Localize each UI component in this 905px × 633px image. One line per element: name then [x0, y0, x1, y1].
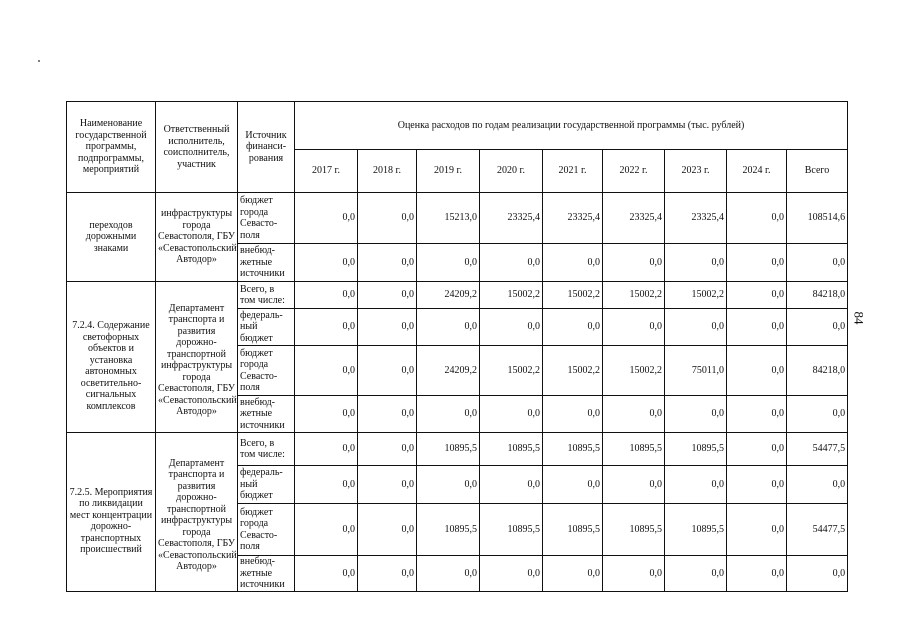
year-value: 0,0: [480, 556, 543, 592]
year-value: 0,0: [665, 309, 727, 346]
year-value: 0,0: [358, 504, 417, 556]
year-value: 24209,2: [417, 346, 480, 396]
year-value: 0,0: [665, 396, 727, 433]
year-value: 0,0: [417, 244, 480, 282]
expense-table: [66, 101, 848, 592]
header-total: Всего: [787, 150, 848, 193]
total-value: 54477,5: [787, 504, 848, 556]
header-year: 2024 г.: [727, 150, 787, 193]
year-value: 0,0: [727, 346, 787, 396]
measure-name: 7.2.4. Содержание светофорных объектов и установка автономных осветительно-сигнальных комплексов: [67, 282, 156, 433]
year-value: 0,0: [543, 466, 603, 504]
total-value: 0,0: [787, 556, 848, 592]
funding-source: бюджет города Севасто-поля: [238, 504, 295, 556]
year-value: 0,0: [727, 309, 787, 346]
year-value: 0,0: [727, 244, 787, 282]
funding-source: федераль-ный бюджет: [238, 309, 295, 346]
year-value: 10895,5: [417, 433, 480, 466]
year-value: 0,0: [295, 282, 358, 309]
year-value: 0,0: [358, 466, 417, 504]
funding-source: бюджет города Севасто-поля: [238, 193, 295, 244]
year-value: 0,0: [665, 556, 727, 592]
total-value: 84218,0: [787, 282, 848, 309]
year-value: 0,0: [295, 556, 358, 592]
year-value: 0,0: [665, 244, 727, 282]
year-value: 15002,2: [603, 346, 665, 396]
header-year: 2021 г.: [543, 150, 603, 193]
year-value: 0,0: [358, 309, 417, 346]
year-value: 0,0: [480, 396, 543, 433]
year-value: 0,0: [480, 244, 543, 282]
year-value: 0,0: [417, 309, 480, 346]
total-value: 0,0: [787, 396, 848, 433]
year-value: 0,0: [295, 466, 358, 504]
funding-source: внебюд-жетные источники: [238, 556, 295, 592]
year-value: 23325,4: [543, 193, 603, 244]
table-row: [67, 193, 848, 244]
year-value: 0,0: [480, 466, 543, 504]
year-value: 0,0: [358, 433, 417, 466]
year-value: 10895,5: [543, 504, 603, 556]
year-value: 0,0: [295, 346, 358, 396]
year-value: 0,0: [727, 396, 787, 433]
year-value: 15213,0: [417, 193, 480, 244]
year-value: 0,0: [295, 309, 358, 346]
year-value: 0,0: [543, 309, 603, 346]
responsible-executor: инфраструктуры города Севастополя, ГБУ «Севастопольский Автодор»: [156, 193, 238, 282]
funding-source: внебюд-жетные источники: [238, 244, 295, 282]
funding-source: Всего, в том числе:: [238, 282, 295, 309]
funding-source: внебюд-жетные источники: [238, 396, 295, 433]
year-value: 0,0: [603, 396, 665, 433]
responsible-executor: Департамент транспорта и развития дорожно-транспортной инфраструктуры города Севастополя, ГБУ «Севастопольский Автодор»: [156, 433, 238, 592]
header-responsible: Ответственный исполнитель, соисполнитель, участник: [156, 102, 238, 193]
total-value: 0,0: [787, 466, 848, 504]
year-value: 10895,5: [603, 433, 665, 466]
header-year: 2023 г.: [665, 150, 727, 193]
responsible-executor: Департамент транспорта и развития дорожно-транспортной инфраструктуры города Севастополя, ГБУ «Севастопольский Автодор»: [156, 282, 238, 433]
year-value: 0,0: [480, 309, 543, 346]
header-year: 2020 г.: [480, 150, 543, 193]
year-value: 24209,2: [417, 282, 480, 309]
year-value: 0,0: [665, 466, 727, 504]
year-value: 0,0: [543, 244, 603, 282]
year-value: 0,0: [358, 396, 417, 433]
year-value: 0,0: [603, 244, 665, 282]
year-value: 10895,5: [665, 504, 727, 556]
header-estimate: Оценка расходов по годам реализации государственной программы (тыс. рублей): [295, 102, 848, 150]
year-value: 0,0: [417, 556, 480, 592]
year-value: 75011,0: [665, 346, 727, 396]
year-value: 15002,2: [543, 346, 603, 396]
total-value: 54477,5: [787, 433, 848, 466]
year-value: 0,0: [543, 556, 603, 592]
year-value: 0,0: [727, 282, 787, 309]
year-value: 0,0: [727, 466, 787, 504]
table-body: [67, 193, 848, 592]
scan-dot: [38, 60, 40, 62]
header-year: 2022 г.: [603, 150, 665, 193]
year-value: 0,0: [358, 556, 417, 592]
measure-name: 7.2.5. Мероприятия по ликвидации мест концентрации дорожно-транспортных происшествий: [67, 433, 156, 592]
year-value: 0,0: [358, 282, 417, 309]
header-source: Источник финанси-рования: [238, 102, 295, 193]
year-value: 0,0: [543, 396, 603, 433]
year-value: 0,0: [358, 346, 417, 396]
total-value: 108514,6: [787, 193, 848, 244]
funding-source: Всего, в том числе:: [238, 433, 295, 466]
year-value: 0,0: [727, 433, 787, 466]
header-name: Наименование государственной программы, подпрограммы, мероприятий: [67, 102, 156, 193]
year-value: 10895,5: [417, 504, 480, 556]
year-value: 10895,5: [480, 433, 543, 466]
year-value: 10895,5: [665, 433, 727, 466]
header-year: 2019 г.: [417, 150, 480, 193]
year-value: 15002,2: [543, 282, 603, 309]
year-value: 0,0: [358, 193, 417, 244]
year-value: 0,0: [603, 309, 665, 346]
year-value: 23325,4: [480, 193, 543, 244]
year-value: 15002,2: [480, 346, 543, 396]
year-value: 10895,5: [543, 433, 603, 466]
total-value: 0,0: [787, 244, 848, 282]
year-value: 0,0: [295, 504, 358, 556]
funding-source: федераль-ный бюджет: [238, 466, 295, 504]
table-row: [67, 433, 848, 466]
year-value: 15002,2: [480, 282, 543, 309]
year-value: 0,0: [727, 504, 787, 556]
year-value: 0,0: [295, 433, 358, 466]
year-value: 0,0: [727, 556, 787, 592]
year-value: 0,0: [417, 396, 480, 433]
year-value: 0,0: [358, 244, 417, 282]
table-row: [67, 282, 848, 309]
year-value: 0,0: [727, 193, 787, 244]
funding-source: бюджет города Севасто-поля: [238, 346, 295, 396]
year-value: 10895,5: [603, 504, 665, 556]
header-year: 2018 г.: [358, 150, 417, 193]
year-value: 15002,2: [603, 282, 665, 309]
measure-name: переходов дорожными знаками: [67, 193, 156, 282]
total-value: 0,0: [787, 309, 848, 346]
year-value: 15002,2: [665, 282, 727, 309]
year-value: 0,0: [603, 556, 665, 592]
year-value: 0,0: [417, 466, 480, 504]
year-value: 0,0: [603, 466, 665, 504]
year-value: 10895,5: [480, 504, 543, 556]
total-value: 84218,0: [787, 346, 848, 396]
header-year: 2017 г.: [295, 150, 358, 193]
year-value: 0,0: [295, 396, 358, 433]
page-number: 84: [851, 311, 867, 325]
year-value: 0,0: [295, 244, 358, 282]
year-value: 23325,4: [665, 193, 727, 244]
year-value: 23325,4: [603, 193, 665, 244]
year-value: 0,0: [295, 193, 358, 244]
